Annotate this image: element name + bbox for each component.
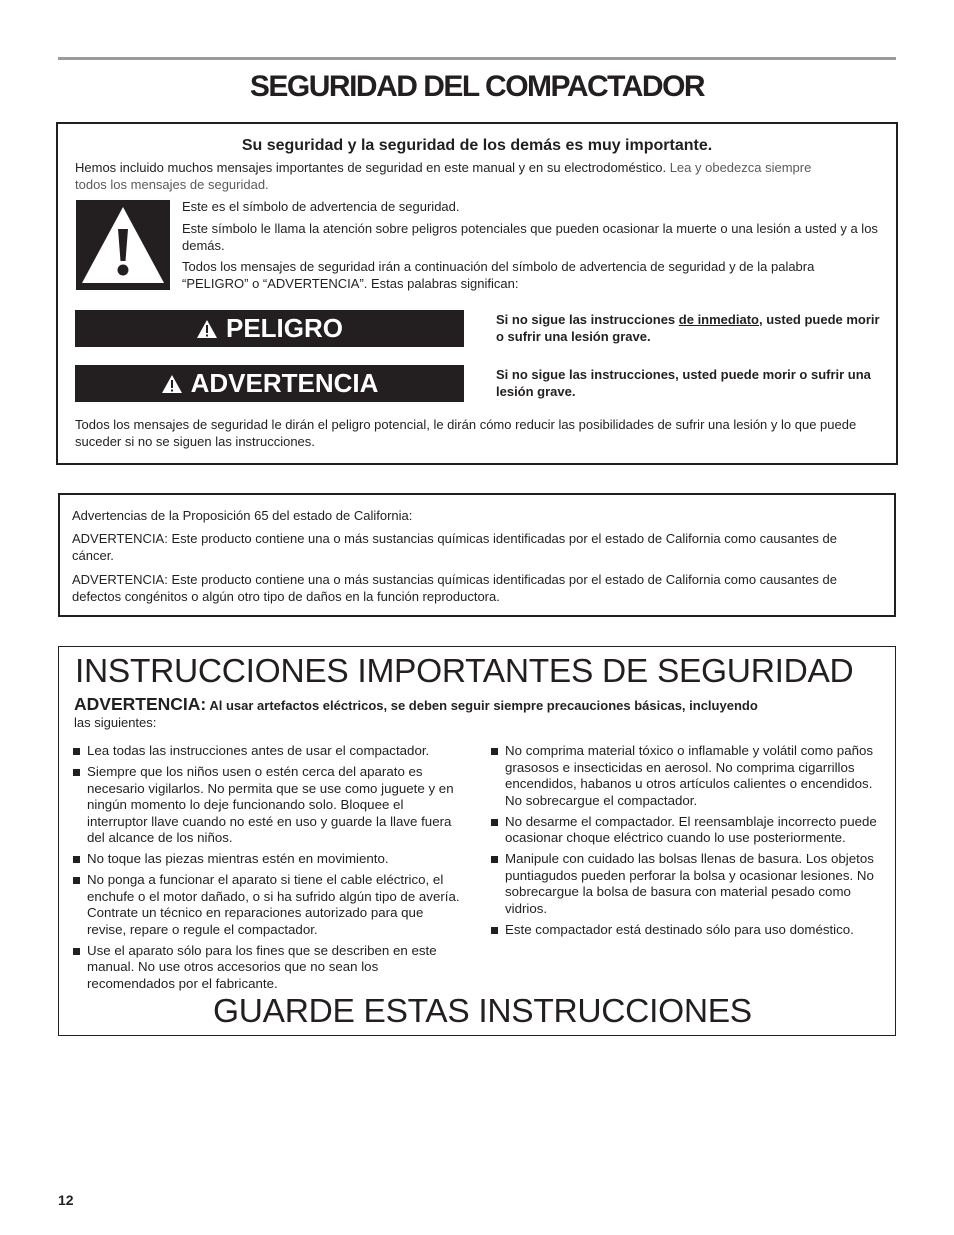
list-item: No ponga a funcionar el aparato si tiene el cable eléctrico, el enchufe o el motor dañado, o si ha sufrido algún tipo de avería. Contrate un técnico en reparaciones autorizado para que revise, repare o regule el compactador. [73,872,463,938]
peligro-text [496,312,881,345]
safety-heading: Su seguridad y la seguridad de los demás es muy importante. [241,137,713,154]
advertencia-bar [75,365,464,402]
instructions-box [58,646,896,1036]
instructions-warning-label: ADVERTENCIA: [74,694,207,714]
safety-closing: Todos los mensajes de seguridad le dirán el peligro potencial, le dirán cómo reducir las posibilidades de sufrir una lesión y lo que puede suceder si no se siguen las instrucciones. [75,417,857,449]
instructions-title: INSTRUCCIONES IMPORTANTES DE SEGURIDAD [75,653,854,690]
instructions-left-list [73,743,463,997]
peligro-text-b: , usted puede morir o sufrir una lesión grave. [496,312,880,344]
symbol-desc: Este símbolo le llama la atención sobre peligros potenciales que pueden ocasionar la muerte o una lesión a usted y a los demás. [182,221,878,253]
top-rule [58,57,896,60]
prop65-heading: Advertencias de la Proposición 65 del estado de California: [72,508,413,523]
prop65-birth: ADVERTENCIA: Este producto contiene una o más sustancias químicas identificadas por el estado de California como causantes de defectos congénitos o algún otro tipo de daños en la función reproductora. [72,572,838,604]
safety-intro [75,160,885,193]
instructions-warning [74,696,834,731]
page-number: 12 [58,1192,74,1208]
list-item: Siempre que los niños usen o estén cerca del aparato es necesario vigilarlos. No permita que se use como juguete y en ningún momento lo deje funcionando solo. Bloquee el interruptor llave cuando no esté en uso y guarde la llave fuera del alcance de los niños. [73,764,463,847]
list-item: No desarme el compactador. El reensamblaje incorrecto puede ocasionar choque eléctrico cuando lo use posteriormente. [491,814,886,847]
safety-intro-main: Hemos incluido muchos mensajes importantes de seguridad en este manual y en su electrodoméstico. [75,160,667,175]
advertencia-text: Si no sigue las instrucciones, usted puede morir o sufrir una lesión grave. [496,367,871,399]
list-item: Este compactador está destinado sólo para uso doméstico. [491,922,886,939]
symbol-line: Este es el símbolo de advertencia de seguridad. [182,199,460,214]
page-title: SEGURIDAD DEL COMPACTADOR [249,70,705,103]
peligro-bar [75,310,464,347]
safety-intro-gray-2: todos los mensajes de seguridad. [75,176,269,192]
symbol-follow: Todos los mensajes de seguridad irán a continuación del símbolo de advertencia de seguridad y de la palabra “PELIGRO” o “ADVERTENCIA”. Estas palabras significan: [182,259,815,291]
advertencia-label: ADVERTENCIA [190,368,379,398]
instructions-right-list [491,743,886,943]
save-instructions-title: GUARDE ESTAS INSTRUCCIONES [213,993,752,1030]
peligro-label: PELIGRO [225,313,343,343]
safety-box [56,122,898,465]
warning-triangle-icon [161,374,183,394]
prop65-cancer: ADVERTENCIA: Este producto contiene una o más sustancias químicas identificadas por el estado de California como causantes de cáncer. [72,531,838,563]
instructions-warning-text-2: las siguientes: [74,715,157,730]
prop65-box [58,493,896,617]
list-item: No comprima material tóxico o inflamable y volátil como paños grasosos e insecticidas en aerosol. No comprima cigarrillos encendidos, habanos u otros artículos calientes o encendidos. No sobrecargue el compactador. [491,743,886,809]
list-item: Use el aparato sólo para los fines que se describen en este manual. No use otros accesorios que no sean los recomendados por el fabricante. [73,943,463,993]
peligro-text-underlined: de inmediato [678,312,759,327]
safety-alert-icon [76,200,170,290]
list-item: No toque las piezas mientras estén en movimiento. [73,851,463,868]
safety-intro-gray-1: Lea y obedezca siempre [666,160,812,175]
list-item: Manipule con cuidado las bolsas llenas de basura. Los objetos puntiagudos pueden perforar la bolsa y ocasionar lesiones. No sobrecargue la bolsa de basura con material pesado como vidrios. [491,851,886,917]
peligro-text-a: Si no sigue las instrucciones [496,312,679,327]
instructions-warning-text: Al usar artefactos eléctricos, se deben seguir siempre precauciones básicas, incluyendo [209,698,758,713]
warning-triangle-icon [196,319,218,339]
list-item: Lea todas las instrucciones antes de usar el compactador. [73,743,463,760]
